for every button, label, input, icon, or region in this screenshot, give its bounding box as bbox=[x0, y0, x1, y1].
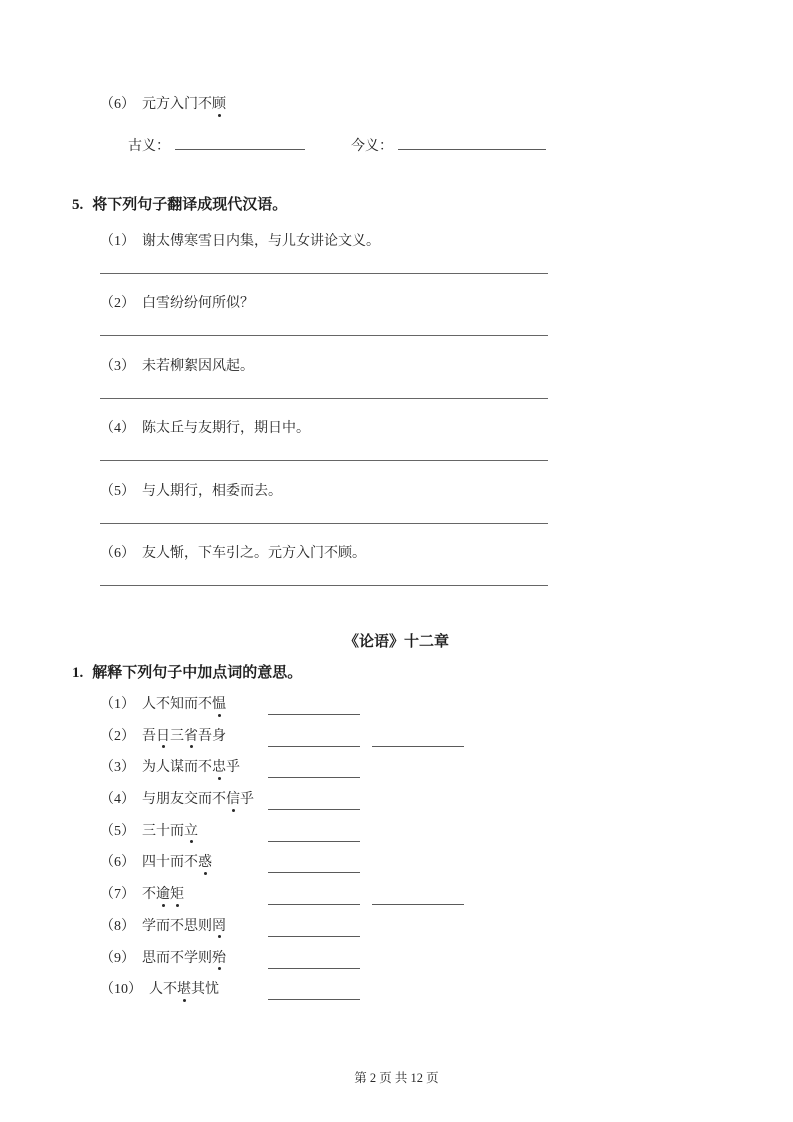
answer-blank bbox=[268, 728, 360, 747]
ancient-modern-meaning-row bbox=[128, 138, 546, 156]
answer-line bbox=[100, 398, 548, 399]
answer-blank bbox=[268, 854, 360, 873]
emphasized-char: 顾 bbox=[212, 97, 226, 112]
explain-item bbox=[100, 728, 464, 760]
question-1-title: 解释下列句子中加点词的意思。 bbox=[92, 665, 303, 681]
item-number: （4） bbox=[100, 792, 135, 808]
explain-phrase: （9） 思而不学则殆 bbox=[100, 950, 226, 966]
item-number: （6） bbox=[100, 545, 135, 561]
question-1-heading bbox=[72, 664, 302, 683]
question-5-heading bbox=[72, 196, 287, 215]
answer-blank bbox=[268, 981, 360, 1000]
explain-item bbox=[100, 759, 464, 791]
question-5-title: 将下列句子翻译成现代汉语。 bbox=[92, 197, 288, 213]
emphasized-char: 省 bbox=[184, 728, 198, 744]
explain-phrase: （3） 为人谋而不忠乎 bbox=[100, 760, 240, 776]
question-1-number: 1. bbox=[72, 665, 84, 681]
emphasized-char: 罔 bbox=[212, 918, 226, 934]
emphasized-char: 殆 bbox=[212, 950, 226, 966]
answer-line bbox=[100, 460, 548, 461]
item-number: （5） bbox=[100, 483, 135, 499]
translation-item bbox=[100, 483, 548, 545]
explain-item bbox=[100, 918, 464, 950]
translation-sentence: （1） 谢太傅寒雪日内集，与儿女讲论文义。 bbox=[100, 234, 380, 249]
emphasized-char: 立 bbox=[184, 823, 198, 839]
jin-yi-blank bbox=[398, 138, 546, 150]
translation-sentence: （3） 未若柳絮因风起。 bbox=[100, 358, 254, 374]
translation-sentence: （2） 白雪纷纷何所似？ bbox=[100, 296, 254, 312]
question-6-text: 元方入门不顾 bbox=[142, 97, 226, 112]
emphasized-char: 日 bbox=[156, 728, 170, 744]
item-number: （6） bbox=[100, 855, 135, 871]
item-number: （6） bbox=[100, 97, 135, 112]
answer-blank bbox=[372, 728, 464, 747]
emphasized-char: 信 bbox=[226, 792, 240, 808]
jin-yi-label: 今义： bbox=[351, 139, 393, 154]
section-title: 《论语》十二章 bbox=[343, 634, 449, 650]
explain-item bbox=[100, 823, 464, 855]
translation-sentence: （5） 与人期行，相委而去。 bbox=[100, 483, 282, 499]
item-number: （10） bbox=[100, 982, 142, 998]
translation-item bbox=[100, 358, 548, 420]
emphasized-char: 逾 bbox=[156, 887, 170, 903]
explain-phrase: （5） 三十而立 bbox=[100, 823, 198, 839]
item-number: （1） bbox=[100, 697, 135, 712]
answer-line bbox=[100, 585, 548, 586]
explain-item bbox=[100, 981, 464, 1013]
translation-item bbox=[100, 233, 548, 295]
translation-sentence: （6） 友人惭，下车引之。元方入门不顾。 bbox=[100, 545, 366, 561]
answer-blank bbox=[268, 823, 360, 842]
answer-blank bbox=[268, 759, 360, 778]
answer-line bbox=[100, 523, 548, 524]
explain-item bbox=[100, 696, 464, 728]
answer-blank bbox=[268, 886, 360, 905]
question-5-number: 5. bbox=[72, 197, 84, 213]
explain-items-list bbox=[100, 696, 464, 1013]
translation-items-list bbox=[100, 233, 548, 607]
page-footer: 第 2 页 共 12 页 bbox=[354, 1071, 439, 1085]
explain-phrase: （1） 人不知而不愠 bbox=[100, 697, 226, 712]
item-number: （5） bbox=[100, 823, 135, 839]
item-number: （3） bbox=[100, 760, 135, 776]
item-number: （2） bbox=[100, 728, 135, 744]
explain-phrase: （10） 人不堪其忧 bbox=[100, 982, 219, 998]
answer-blank bbox=[268, 791, 360, 810]
emphasized-char: 矩 bbox=[170, 887, 184, 903]
item-number: （4） bbox=[100, 421, 135, 437]
explain-item bbox=[100, 950, 464, 982]
explain-phrase: （7） 不逾矩 bbox=[100, 887, 184, 903]
emphasized-char: 愠 bbox=[212, 697, 226, 712]
answer-line bbox=[100, 273, 548, 274]
explain-item bbox=[100, 886, 464, 918]
explain-phrase: （4） 与朋友交而不信乎 bbox=[100, 792, 254, 808]
explain-phrase: （6） 四十而不惑 bbox=[100, 855, 212, 871]
answer-line bbox=[100, 335, 548, 336]
item-number: （3） bbox=[100, 358, 135, 374]
answer-blank bbox=[372, 886, 464, 905]
emphasized-char: 堪 bbox=[177, 982, 191, 998]
translation-sentence: （4） 陈太丘与友期行，期日中。 bbox=[100, 421, 310, 437]
item-number: （9） bbox=[100, 950, 135, 966]
explain-phrase: （2） 吾日三省吾身 bbox=[100, 728, 226, 744]
answer-blank bbox=[268, 950, 360, 969]
emphasized-char: 忠 bbox=[212, 760, 226, 776]
explain-item bbox=[100, 791, 464, 823]
explain-item bbox=[100, 854, 464, 886]
gu-yi-label: 古义： bbox=[128, 139, 170, 154]
item-number: （8） bbox=[100, 918, 135, 934]
item-number: （2） bbox=[100, 296, 135, 312]
gu-yi-blank bbox=[175, 138, 305, 150]
translation-item bbox=[100, 420, 548, 482]
translation-item bbox=[100, 295, 548, 357]
item-number: （7） bbox=[100, 887, 135, 903]
translation-item bbox=[100, 545, 548, 607]
answer-blank bbox=[268, 918, 360, 937]
answer-blank bbox=[268, 696, 360, 715]
explain-phrase: （8） 学而不思则罔 bbox=[100, 918, 226, 934]
emphasized-char: 惑 bbox=[198, 855, 212, 871]
question-6-item bbox=[100, 96, 226, 114]
item-number: （1） bbox=[100, 234, 135, 249]
